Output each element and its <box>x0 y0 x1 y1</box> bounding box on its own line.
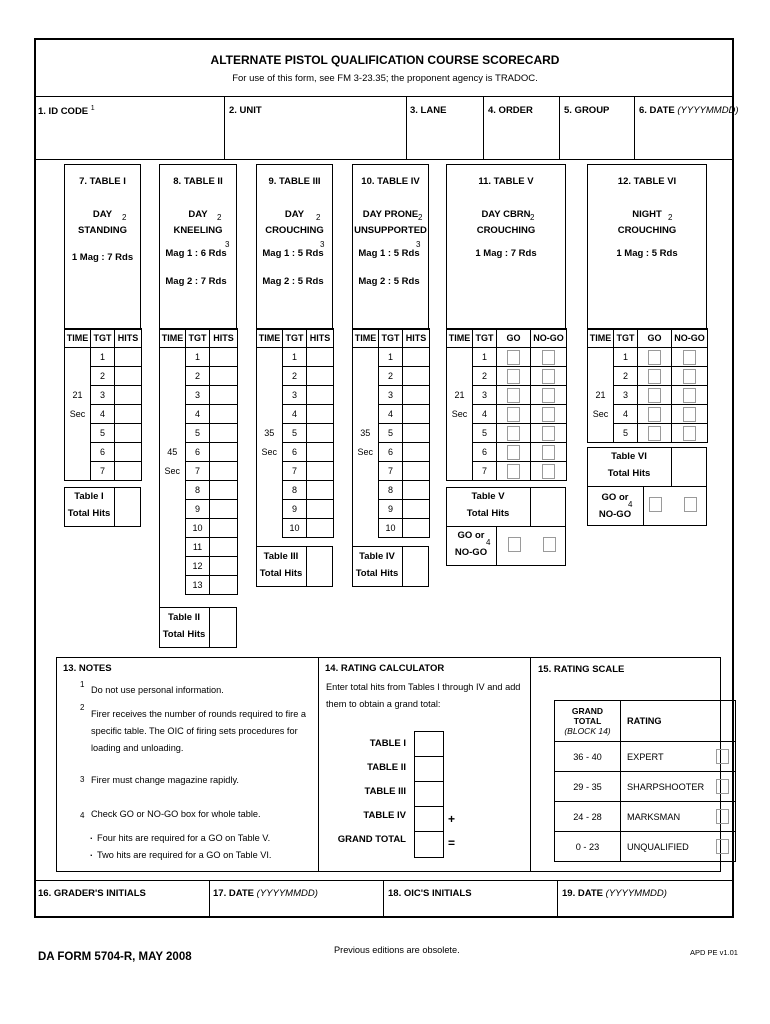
oic-initials-field[interactable]: 18. OIC'S INITIALS <box>388 888 472 899</box>
lane-field[interactable]: 3. LANE <box>410 105 447 116</box>
graders-initials-field[interactable]: 16. GRADER'S INITIALS <box>38 888 146 899</box>
unit-field[interactable]: 2. UNIT <box>229 105 262 116</box>
table-i-title: 7. TABLE I <box>79 176 126 187</box>
hits-cell[interactable] <box>115 424 142 443</box>
header-bottom-rule <box>34 159 734 160</box>
rating-scale-table: GRAND TOTAL (BLOCK 14) RATING 36 - 40 EXPERT 29 - 35 SHARPSHOOTER 24 - 28 MARKSMAN 0 - 23 UNQUALIFIED <box>554 700 736 862</box>
table-vi-header-box <box>587 164 707 330</box>
table-v-go-checkbox[interactable] <box>508 537 521 552</box>
hits-cell[interactable] <box>115 405 142 424</box>
version-label: APD PE v1.01 <box>690 948 738 957</box>
unqualified-checkbox[interactable] <box>716 839 729 854</box>
obsolete-note: Previous editions are obsolete. <box>334 945 460 955</box>
rating-scale-title: 15. RATING SCALE <box>538 664 625 675</box>
hits-cell[interactable] <box>115 443 142 462</box>
notes-title: 13. NOTES <box>63 663 112 674</box>
table-v-grid: TIME TGT GO NO-GO 1 2 21 3 Sec 4 5 6 7 <box>446 328 567 481</box>
header-top-rule <box>34 96 734 97</box>
date-field[interactable]: 6. DATE (YYYYMMDD) <box>639 105 739 116</box>
table-iii-title: 9. TABLE III <box>268 176 321 187</box>
form-number: DA FORM 5704-R, MAY 2008 <box>38 951 192 963</box>
id-code-field[interactable]: 1. ID CODE $^1$ <box>38 105 95 118</box>
table-vi-grid: TIME TGT GO NO-GO 1 2 21 3 Sec 4 5 <box>587 328 708 443</box>
table-iv-grid: TIME TGT HITS 1 2 3 4 35 5 Sec 6 7 8 9 10 <box>352 328 430 538</box>
expert-checkbox[interactable] <box>716 749 729 764</box>
hits-cell[interactable] <box>115 462 142 481</box>
table-vi-go-checkbox[interactable] <box>649 497 662 512</box>
sharpshooter-checkbox[interactable] <box>716 779 729 794</box>
calculator-entry-column <box>414 731 444 858</box>
table-iv-title: 10. TABLE IV <box>361 176 420 187</box>
table-i-header-box <box>64 164 141 330</box>
hits-cell[interactable] <box>115 386 142 405</box>
date-19-field[interactable]: 19. DATE (YYYYMMDD) <box>562 888 667 899</box>
plus-sign: + <box>448 812 456 826</box>
form-subtitle: For use of this form, see FM 3-23.35; the proponent agency is TRADOC. <box>232 73 538 84</box>
calculator-title: 14. RATING CALCULATOR <box>325 663 445 674</box>
table-v-nogo-checkbox[interactable] <box>543 537 556 552</box>
table-v-title: 11. TABLE V <box>478 176 534 187</box>
equals-sign: = <box>448 836 456 850</box>
table-ii-grid: TIME TGT HITS 1 2 3 4 5 45 6 Sec 7 8 9 10 11 12 13 <box>159 328 238 595</box>
date-17-field[interactable]: 17. DATE (YYYYMMDD) <box>213 888 318 899</box>
order-field[interactable]: 4. ORDER <box>488 105 533 116</box>
group-field[interactable]: 5. GROUP <box>564 105 610 116</box>
table-ii-title: 8. TABLE II <box>173 176 223 187</box>
table-v-header-box <box>446 164 566 330</box>
table-iii-grid: TIME TGT HITS 1 2 3 4 35 5 Sec 6 7 8 9 10 <box>256 328 334 538</box>
marksman-checkbox[interactable] <box>716 809 729 824</box>
table-vi-title: 12. TABLE VI <box>617 176 677 187</box>
form-title: ALTERNATE PISTOL QUALIFICATION COURSE SCORECARD <box>210 53 560 67</box>
table-i-grid: TIME TGT HITS 1 2 21 3 Sec 4 5 6 7 <box>64 328 142 481</box>
hits-cell[interactable] <box>115 348 142 367</box>
hits-cell[interactable] <box>115 367 142 386</box>
table-vi-nogo-checkbox[interactable] <box>684 497 697 512</box>
